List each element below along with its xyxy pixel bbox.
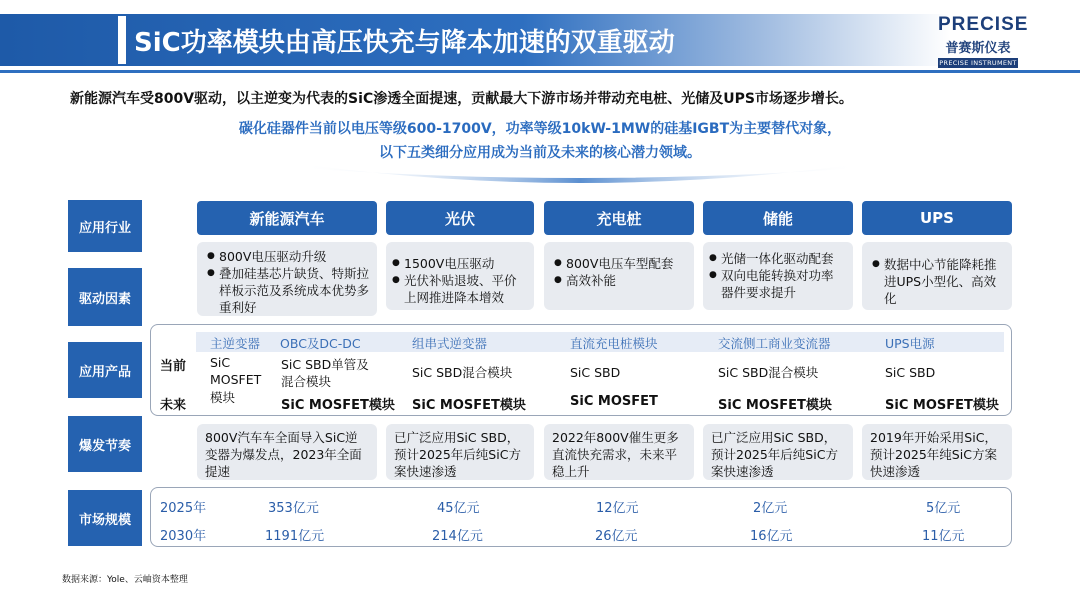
products-future-label: 未来 [160,398,187,413]
drivers-ev [197,242,377,316]
product-future-charging: SiC MOSFET [570,394,658,409]
driver-item: ● 光储一体化驱动配套 [709,250,845,267]
product-current-ups: SiC SBD [885,365,936,380]
rhythm-charging: 2022年800V催生更多直流快充需求，未来平稳上升 [544,424,694,480]
lead-sentence: 新能源汽车受800V驱动，以主逆变为代表的SiC渗透全面提速，贡献最大下游市场并带动充电桩、光储及UPS市场逐步增长。 [70,91,853,107]
driver-item: ● 叠加硅基芯片缺货、特斯拉样板示范及系统成本优势多重利好 [207,265,369,316]
drivers-storage [703,242,853,310]
product-future-ups: SiC MOSFET模块 [885,398,999,413]
drivers-ups [862,242,1012,310]
row-label-industry: 应用行业 [68,200,142,252]
products-current-label: 当前 [160,359,187,374]
driver-item: ● 1500V电压驱动 [392,255,526,272]
product-header-ev-obc: OBC及DC-DC [280,336,361,351]
row-label-market: 市场规模 [68,490,142,546]
rhythm-ev: 800V汽车车全面导入SiC逆变器为爆发点，2023年全面提速 [197,424,377,480]
product-current-ev-inverter-line1: SiC [210,355,231,370]
driver-item: ● 数据中心节能降耗推进UPS小型化、高效化 [872,256,1004,307]
product-header-charging: 直流充电桩模块 [570,336,658,351]
subtitle-line-1: 碳化硅器件当前以电压等级600-1700V，功率等级10kW-1MW的硅基IGBT为主要替代对象， [238,121,842,137]
market-2025-storage: 2亿元 [753,501,788,516]
product-current-pv: SiC SBD混合模块 [412,365,513,380]
product-current-ev-obc-line2: 混合模块 [281,374,332,389]
driver-item: ● 800V电压驱动升级 [207,248,369,265]
product-future-ev: SiC MOSFET模块 [281,398,395,413]
market-2025-ev: 353亿元 [268,501,319,516]
market-2030-ups: 11亿元 [922,529,965,544]
product-header-pv: 组串式逆变器 [412,336,488,351]
product-current-ev-inverter-line3: 模块 [210,390,236,405]
logo-chinese-name: 普赛斯仪表 [945,41,1011,56]
market-2030-ev: 1191亿元 [265,529,325,544]
drivers-pv [386,242,534,310]
product-future-pv: SiC MOSFET模块 [412,398,526,413]
logo-english-name: PRECISE INSTRUMENT [939,59,1017,67]
row-label-products: 应用产品 [68,342,142,398]
row-label-rhythm: 爆发节奏 [68,416,142,472]
driver-item: ● 800V电压车型配套 [554,255,686,272]
product-future-storage: SiC MOSFET模块 [718,398,832,413]
row-label-drivers: 驱动因素 [68,268,142,326]
driver-item: ● 高效补能 [554,272,686,289]
title-accent-bar [118,16,126,64]
decorative-arc [300,162,860,194]
product-current-storage: SiC SBD混合模块 [718,365,819,380]
category-pv: 光伏 [386,201,534,235]
drivers-charging [544,242,694,310]
market-year-2025: 2025年 [160,501,207,516]
market-2025-ups: 5亿元 [926,501,961,516]
brand-logo [938,14,1029,68]
rhythm-storage: 已广泛应用SiC SBD，预计2025年后纯SiC方案快速渗透 [703,424,853,480]
logo-wordmark: PRECISE [938,14,1029,35]
category-ev: 新能源汽车 [197,201,377,235]
rhythm-ups: 2019年开始采用SiC，预计2025年纯SiC方案快速渗透 [862,424,1012,480]
market-year-2030: 2030年 [160,529,207,544]
category-storage: 储能 [703,201,853,235]
page-title: SiC功率模块由高压快充与降本加速的双重驱动 [134,28,675,58]
data-source-note: 数据来源：Yole、云岫资本整理 [62,575,188,585]
product-header-ev-inverter: 主逆变器 [210,336,261,351]
driver-item: ● 双向电能转换对功率器件要求提升 [709,267,845,301]
market-2030-pv: 214亿元 [432,529,483,544]
product-current-ev-inverter-line2: MOSFET [210,372,262,387]
title-divider [0,70,1080,73]
product-header-storage: 交流侧工商业变流器 [718,336,831,351]
market-2025-charging: 12亿元 [596,501,639,516]
market-2030-storage: 16亿元 [750,529,793,544]
category-charging: 充电桩 [544,201,694,235]
rhythm-pv: 已广泛应用SiC SBD，预计2025年后纯SiC方案快速渗透 [386,424,534,480]
category-ups: UPS [862,201,1012,235]
driver-item: ● 光伏补贴退坡、平价上网推进降本增效 [392,272,526,306]
product-current-charging: SiC SBD [570,365,621,380]
market-2025-pv: 45亿元 [437,501,480,516]
market-2030-charging: 26亿元 [595,529,638,544]
product-header-ups: UPS电源 [885,336,935,351]
product-current-ev-obc-line1: SiC SBD单管及 [281,357,369,372]
subtitle-line-2: 以下五类细分应用成为当前及未来的核心潜力领域。 [379,145,701,161]
